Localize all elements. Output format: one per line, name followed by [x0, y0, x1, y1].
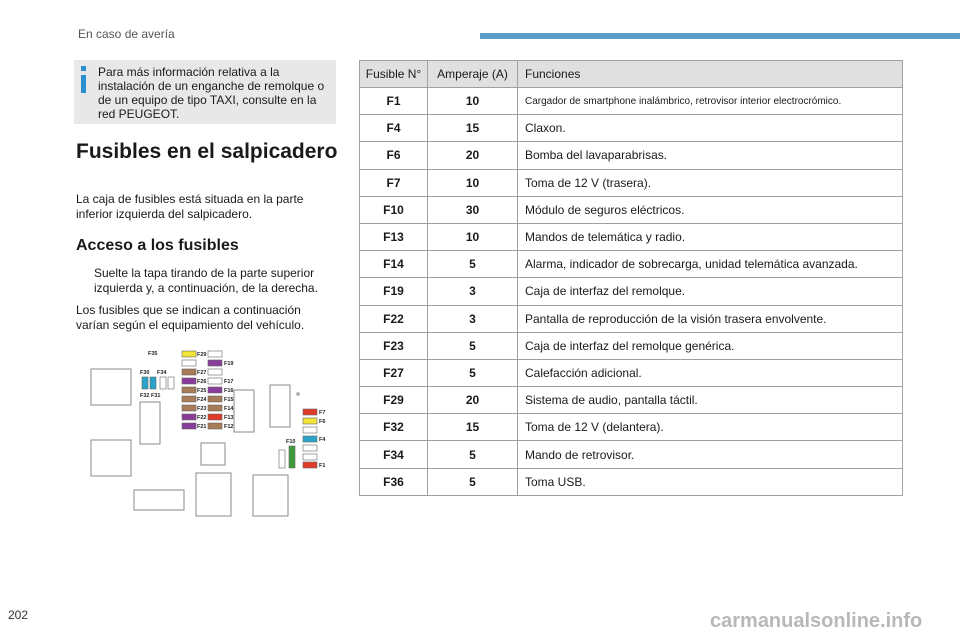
table-row — [360, 169, 903, 196]
diagram-label: F6 — [319, 419, 326, 425]
table-row — [360, 88, 903, 115]
col-header-amp: Amperaje (A) — [428, 61, 518, 88]
diagram-label: F32 — [140, 393, 150, 399]
access-heading: Acceso a los fusibles — [76, 237, 239, 254]
fuse-amperage: 30 — [428, 196, 518, 223]
diagram-label: F26 — [197, 379, 207, 385]
table-row — [360, 332, 903, 359]
diagram-label: F35 — [148, 351, 158, 357]
diagram-label: F23 — [197, 406, 207, 412]
section-header: En caso de avería — [78, 27, 175, 41]
table-row — [360, 441, 903, 468]
fuse-number: F19 — [360, 278, 428, 305]
fuse-number: F7 — [360, 169, 428, 196]
diagram-label: F25 — [197, 388, 207, 394]
fuse-number: F13 — [360, 223, 428, 250]
fuse-amperage: 20 — [428, 142, 518, 169]
table-row — [360, 278, 903, 305]
diagram-label: F15 — [224, 397, 234, 403]
fuse-number: F22 — [360, 305, 428, 332]
table-row — [360, 251, 903, 278]
diagram-label: F13 — [224, 415, 234, 421]
page-title: Fusibles en el salpicadero — [76, 140, 338, 163]
diagram-label: F19 — [224, 361, 234, 367]
fuse-number: F10 — [360, 196, 428, 223]
diagram-label: F30 — [140, 370, 150, 376]
bullet-text: Suelte la tapa tirando de la parte superior izquierda y, a continuación, de la derecha. — [94, 266, 318, 295]
fuse-amperage: 5 — [428, 332, 518, 359]
diagram-label: F7 — [319, 410, 326, 416]
fuse-function: Toma USB. — [518, 468, 903, 495]
watermark: carmanualsonline.info — [710, 610, 923, 632]
fuse-function: Calefacción adicional. — [518, 359, 903, 386]
table-row — [360, 305, 903, 332]
fuse-function: Pantalla de reproducción de la visión trasera envolvente. — [518, 305, 903, 332]
table-row — [360, 414, 903, 441]
diagram-label: F10 — [286, 439, 296, 445]
fuse-amperage: 15 — [428, 115, 518, 142]
fuse-function: Toma de 12 V (delantera). — [518, 414, 903, 441]
fuse-number: F32 — [360, 414, 428, 441]
fuse-number: F6 — [360, 142, 428, 169]
intro-text: La caja de fusibles está situada en la parte inferior izquierda del salpicadero. — [76, 192, 304, 221]
fuse-function: Sistema de audio, pantalla táctil. — [518, 387, 903, 414]
diagram-label: F12 — [224, 424, 234, 430]
table-row — [360, 196, 903, 223]
fuse-function: Caja de interfaz del remolque. — [518, 278, 903, 305]
fuse-amperage: 3 — [428, 305, 518, 332]
fuse-amperage: 5 — [428, 251, 518, 278]
col-header-functions: Funciones — [518, 61, 903, 88]
fuse-number: F23 — [360, 332, 428, 359]
table-header-row — [360, 61, 903, 88]
table-row — [360, 223, 903, 250]
fuse-number: F27 — [360, 359, 428, 386]
diagram-label: F29 — [197, 352, 207, 358]
fuse-amperage: 10 — [428, 223, 518, 250]
table-row — [360, 359, 903, 386]
fuse-amperage: 5 — [428, 359, 518, 386]
fuse-number: F4 — [360, 115, 428, 142]
fuse-function: Módulo de seguros eléctricos. — [518, 196, 903, 223]
fuse-number: F1 — [360, 88, 428, 115]
diagram-label: F21 — [197, 424, 207, 430]
note-text: Los fusibles que se indican a continuación varían según el equipamiento del vehículo. — [76, 303, 305, 332]
diagram-label: F4 — [319, 437, 326, 443]
fuse-amperage: 15 — [428, 414, 518, 441]
fuse-function: Caja de interfaz del remolque genérica. — [518, 332, 903, 359]
fuse-function: Claxon. — [518, 115, 903, 142]
diagram-label: F1 — [319, 463, 326, 469]
fuse-function: Mandos de telemática y radio. — [518, 223, 903, 250]
page-number: 202 — [8, 608, 29, 622]
fuse-number: F34 — [360, 441, 428, 468]
col-header-fuse: Fusible N° — [360, 61, 428, 88]
fuse-number: F14 — [360, 251, 428, 278]
diagram-label: F34 — [157, 370, 167, 376]
fuse-number: F36 — [360, 468, 428, 495]
table-row — [360, 115, 903, 142]
fuse-amperage: 10 — [428, 169, 518, 196]
fuse-amperage: 20 — [428, 387, 518, 414]
fuse-amperage: 3 — [428, 278, 518, 305]
fuse-function: Bomba del lavaparabrisas. — [518, 142, 903, 169]
info-box — [74, 60, 336, 124]
fuse-amperage: 5 — [428, 441, 518, 468]
diagram-label: F31 — [151, 393, 161, 399]
fuse-number: F29 — [360, 387, 428, 414]
diagram-label: F16 — [224, 388, 234, 394]
fuse-function: Mando de retrovisor. — [518, 441, 903, 468]
info-icon — [80, 66, 88, 112]
fuse-box-diagram — [86, 345, 336, 525]
diagram-label: F17 — [224, 379, 234, 385]
fuse-table — [359, 60, 903, 496]
fuse-function: Toma de 12 V (trasera). — [518, 169, 903, 196]
table-row — [360, 142, 903, 169]
table-row — [360, 468, 903, 495]
diagram-label: F24 — [197, 397, 207, 403]
diagram-label: F14 — [224, 406, 234, 412]
fuse-function: Cargador de smartphone inalámbrico, retrovisor interior electrocrómico. — [518, 88, 903, 115]
fuse-function: Alarma, indicador de sobrecarga, unidad telemática avanzada. — [518, 251, 903, 278]
header-bar — [480, 33, 960, 39]
diagram-label: F27 — [197, 370, 207, 376]
diagram-label: F22 — [197, 415, 207, 421]
fuse-amperage: 10 — [428, 88, 518, 115]
info-text: Para más información relativa a la instalación de un enganche de remolque o de un equipo de tipo TAXI, consulte en la red PEUGEOT. — [98, 65, 325, 121]
fuse-amperage: 5 — [428, 468, 518, 495]
table-row — [360, 387, 903, 414]
